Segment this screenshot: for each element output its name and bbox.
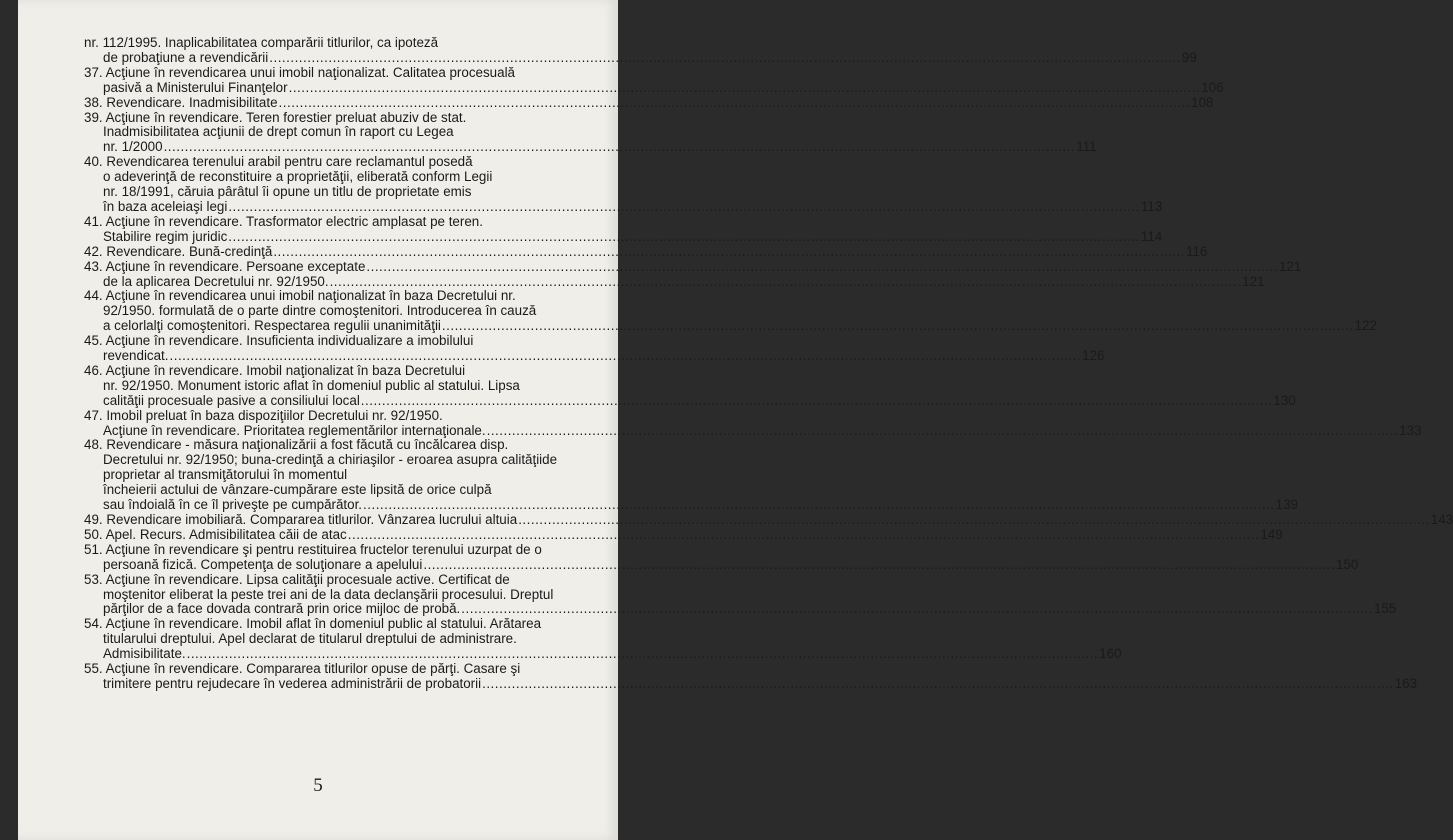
toc-page-number: 114 [1140, 228, 1163, 244]
toc-entry-text: nr. 112/1995. Inaplicabilitatea comparării titlurilor, ca ipoteză [84, 35, 439, 50]
leader-dots [289, 81, 1201, 96]
book-page [18, 0, 1453, 840]
toc-line [84, 304, 580, 319]
toc-entry-text: Inadmisibilitatea acţiunii de drept comun în raport cu Legea [103, 124, 454, 140]
leader-dots [361, 394, 1273, 409]
toc-line [84, 556, 1359, 573]
toc-entry [84, 526, 1283, 543]
toc-entry-text: 44. Acţiune în revendicarea unui imobil naţionalizat în baza Decretului nr. [84, 288, 516, 304]
toc-entry-text: 46. Acţiune în revendicare. Imobil naţionalizat în baza Decretului [84, 362, 466, 378]
toc-entry-text: 37. Acţiune în revendicarea unui imobil naţionalizat. Calitatea procesuală [84, 64, 515, 80]
toc-entry-text: încheierii actului de vânzare-cumpărare este lipsită de orice culpă [103, 482, 492, 498]
toc-page-number: 133 [1399, 422, 1422, 438]
leader-dots [164, 140, 1076, 155]
toc-entry-text: trimitere pentru rejudecare în vederea administrării de probatorii [103, 675, 482, 691]
toc-entry-text: 38. Revendicare. Inadmisibilitate [84, 94, 278, 110]
leader-dots [228, 230, 1140, 245]
toc-entry-text: 39. Acţiune în revendicare. Teren forestier preluat abuziv de stat. [84, 109, 467, 125]
toc-line [84, 422, 1422, 439]
toc-line [84, 646, 1122, 662]
toc-entry-text: 53. Acţiune în revendicare. Lipsa calităţii procesuale active. Certificat de [84, 571, 510, 587]
toc-page-number: 111 [1076, 139, 1097, 155]
toc-entry-text: de la aplicarea Decretului nr. 92/1950. [103, 273, 329, 289]
toc-line [84, 155, 580, 170]
toc-line [84, 273, 1265, 290]
toc-entry-text: 49. Revendicare imobiliară. Compararea titlurilor. Vânzarea lucrului altuia [84, 512, 518, 527]
toc-line [84, 139, 1097, 155]
toc-entry [84, 64, 1224, 96]
toc-entry-text: 40. Revendicarea terenului arabil pentru care reclamantul posedă [84, 154, 473, 170]
toc-entry [84, 213, 1163, 245]
leader-dots [170, 349, 1082, 364]
toc-line [84, 588, 580, 603]
toc-page-number: 113 [1140, 198, 1163, 214]
toc-entry-text: 45. Acţiune în revendicare. Insuficienta individualizare a imobilului [84, 333, 474, 349]
toc-entry [84, 616, 1122, 662]
toc-line [84, 526, 1283, 543]
toc-page-number: 149 [1260, 526, 1283, 542]
toc-page-number: 160 [1099, 646, 1122, 662]
toc-entry-text: 92/1950. formulată de o parte dintre comoştenitori. Introducerea în cauză [103, 303, 537, 319]
leader-dots [482, 677, 1394, 692]
toc-entry [84, 94, 1214, 111]
toc-line [84, 318, 1377, 334]
toc-entry-text: persoană fizică. Competenţa de soluţionare a apelului [103, 556, 423, 572]
toc-entry [84, 35, 1197, 66]
toc-entry-text: a celorlalţi comoştenitori. Respectarea regulii unanimităţii [103, 318, 441, 334]
leader-dots [518, 513, 1430, 528]
leader-dots [187, 647, 1099, 662]
leader-dots [279, 96, 1191, 111]
toc-entry-text: 47. Imobil preluat în baza dispoziţiilor Decretului nr. 92/1950. [84, 407, 443, 423]
toc-line [84, 125, 580, 140]
toc-line [84, 198, 1163, 215]
toc-line [84, 453, 580, 468]
toc-line [84, 497, 1298, 513]
toc-entry-text: 42. Revendicare. Bună-credinţă [84, 243, 273, 259]
toc-entry-text: nr. 92/1950. Monument istoric aflat în domeniul public al statului. Lipsa [103, 377, 520, 393]
toc-entry-text: 48. Revendicare - măsura naţionalizării a fost făcută cu încălcarea disp. [84, 437, 509, 453]
toc-entry-text: Decretului nr. 92/1950; buna-credinţă a chiriaşilor - eroarea asupra calităţiide [103, 452, 558, 468]
toc-line [84, 512, 1453, 528]
toc-entry-text: pasivă a Ministerului Finanţelor [103, 79, 288, 95]
toc-entry-text: proprietar al transmiţătorului în momentul [103, 467, 348, 483]
toc-line [84, 438, 580, 453]
leader-dots [273, 245, 1185, 260]
toc-line [84, 573, 580, 588]
toc-entry-text: Stabilire regim juridic [103, 228, 228, 244]
toc-line [84, 170, 580, 185]
leader-dots [461, 602, 1373, 617]
toc-entry [84, 362, 1296, 409]
toc-page-number: 126 [1082, 348, 1105, 364]
toc-page-number: 99 [1181, 49, 1197, 65]
toc-entry-text: 43. Acţiune în revendicare. Persoane exceptate [84, 258, 366, 274]
toc-page-number: 121 [1279, 258, 1302, 274]
toc-entry [84, 288, 1377, 334]
leader-dots [487, 424, 1399, 439]
leader-dots [363, 498, 1275, 513]
toc-entry-text: calităţii procesuale pasive a consiliului local [103, 392, 360, 408]
toc-page-number: 130 [1273, 392, 1296, 408]
table-of-contents [84, 35, 1453, 692]
toc-entry-text: 54. Acţiune în revendicare. Imobil aflat în domeniul public al statului. Arătarea [84, 616, 542, 632]
toc-line [84, 94, 1214, 111]
page-number: 5 [313, 775, 323, 796]
toc-entry [84, 243, 1208, 260]
toc-page-number: 106 [1201, 79, 1224, 95]
toc-line [84, 243, 1208, 260]
toc-line [84, 36, 580, 51]
toc-entry-text: 41. Acţiune în revendicare. Trasformator electric amplasat pe teren. [84, 213, 483, 229]
leader-dots [269, 51, 1181, 66]
toc-line [84, 543, 580, 558]
toc-line [84, 79, 1224, 96]
toc-line [84, 379, 580, 394]
toc-line [84, 483, 580, 498]
toc-entry [84, 541, 1359, 573]
toc-page-number: 163 [1394, 675, 1418, 691]
leader-dots [348, 528, 1260, 543]
toc-page-number: 116 [1185, 243, 1208, 259]
toc-entry-text: Acţiune în revendicare. Prioritatea reglementărilor internaţionale. [103, 422, 486, 438]
toc-entry-text: părţilor de a face dovada contrară prin orice mijloc de probă. [103, 601, 461, 617]
toc-line [84, 409, 580, 424]
toc-line [84, 228, 1163, 245]
toc-line [84, 185, 580, 200]
toc-entry-text: o adeverinţă de reconstituire a proprietăţii, eliberată conform Legii [103, 169, 493, 185]
toc-entry-text: moştenitor eliberat la peste trei ani de la data declanşării procesului. Dreptul [103, 586, 554, 602]
toc-entry-text: 50. Apel. Recurs. Admisibilitatea căii de atac [84, 526, 347, 542]
toc-entry-text: nr. 18/1991, căruia pârâtul îi opune un titlu de proprietate emis [103, 184, 472, 200]
toc-entry-text: 51. Acţiune în revendicare şi pentru restituirea fructelor terenului uzurpat de o [84, 541, 542, 557]
leader-dots [228, 200, 1140, 215]
toc-entry-text: de probaţiune a revendicării [103, 49, 269, 65]
toc-page-number: 108 [1191, 94, 1214, 110]
toc-entry-text: revendicat. [103, 348, 169, 364]
toc-line [84, 617, 580, 632]
toc-entry-text: Admisibilitate. [103, 646, 186, 662]
toc-line [84, 66, 580, 81]
toc-entry [84, 154, 1163, 215]
toc-line [84, 601, 1397, 617]
leader-dots [366, 260, 1278, 275]
toc-line [84, 468, 580, 483]
toc-line [84, 334, 580, 349]
toc-page-number: 150 [1335, 556, 1359, 572]
toc-page-number: 139 [1275, 497, 1298, 513]
toc-entry [84, 437, 1298, 513]
toc-page-number: 143 [1430, 512, 1453, 527]
toc-entry [84, 407, 1422, 439]
toc-entry-text: nr. 1/2000 [103, 139, 163, 155]
leader-dots [442, 319, 1354, 334]
toc-entry-text: titularului dreptului. Apel declarat de titularul dreptului de administrare. [103, 631, 517, 647]
leader-dots [330, 275, 1242, 290]
toc-entry [84, 571, 1397, 618]
toc-entry-text: 55. Acţiune în revendicare. Compararea titlurilor opuse de părţi. Casare şi [84, 661, 521, 677]
toc-line [84, 364, 580, 379]
toc-entry [84, 512, 1453, 528]
toc-page-number: 121 [1242, 273, 1265, 289]
toc-entry [84, 333, 1105, 364]
toc-line [84, 258, 1302, 275]
toc-page-number: 155 [1373, 601, 1397, 617]
toc-line [84, 662, 580, 677]
toc-line [84, 632, 580, 647]
toc-entry-text: sau îndoială în ce îl priveşte pe cumpărător. [103, 497, 363, 513]
toc-page-number: 122 [1354, 318, 1377, 334]
toc-line [84, 392, 1296, 409]
toc-entry [84, 661, 1418, 692]
toc-line [84, 348, 1105, 364]
leader-dots [423, 558, 1335, 573]
toc-line [84, 111, 580, 126]
toc-line [84, 49, 1197, 66]
toc-entry-text: în baza aceleiaşi legi [103, 198, 228, 214]
toc-line [84, 215, 580, 230]
toc-entry [84, 109, 1097, 156]
toc-entry [84, 258, 1302, 290]
toc-line [84, 675, 1418, 692]
toc-line [84, 289, 580, 304]
